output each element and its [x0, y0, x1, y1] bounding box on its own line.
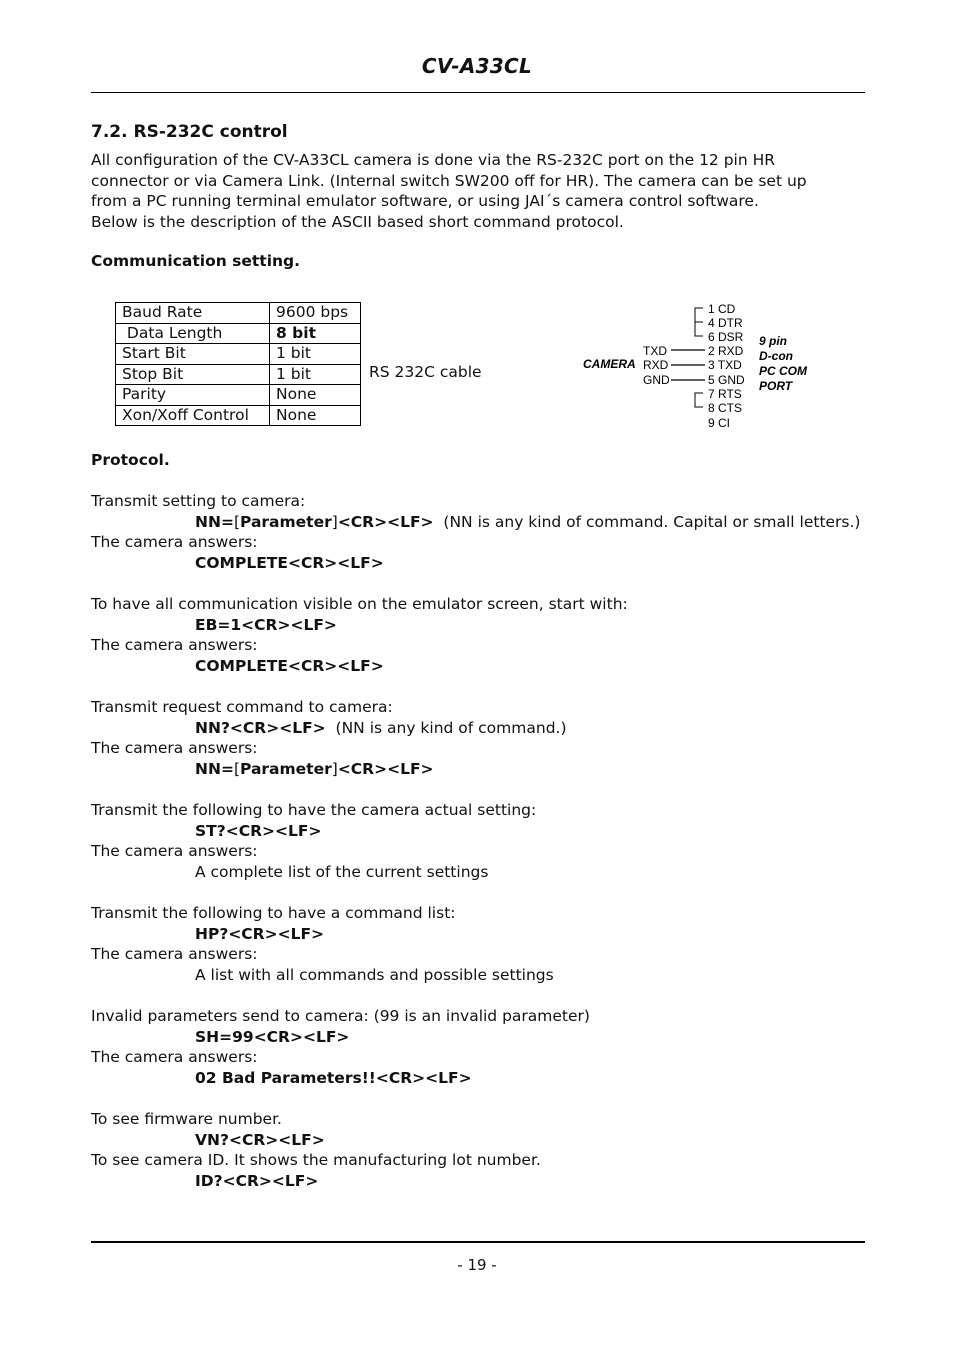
- diagram-connector-label: PORT: [759, 379, 793, 393]
- intro-line: All configuration of the CV-A33CL camera is done via the RS-232C port on the 12 pin HR: [91, 151, 776, 169]
- diagram-pin: 4 DTR: [708, 316, 743, 330]
- bracket: ]: [331, 759, 338, 778]
- protocol-text: To have all communication visible on the emulator screen, start with:: [91, 595, 628, 614]
- setting-label: Baud Rate: [116, 303, 270, 324]
- command-line: [91, 512, 891, 533]
- section-title: 7.2. RS-232C control: [91, 122, 288, 142]
- communication-heading: Communication setting.: [91, 252, 301, 270]
- command-line: HP?<CR><LF>: [195, 924, 325, 943]
- protocol-heading: Protocol.: [91, 451, 170, 469]
- setting-value: 1 bit: [270, 364, 361, 385]
- diagram-connector-label: D-con: [759, 349, 793, 363]
- protocol-section: [91, 450, 891, 1191]
- command-note: (NN is any kind of command. Capital or small letters.): [443, 512, 861, 531]
- protocol-text: Transmit setting to camera:: [91, 492, 306, 511]
- command-line: VN?<CR><LF>: [195, 1130, 325, 1149]
- diagram-pin: 2 RXD: [708, 344, 744, 358]
- bracket: [: [233, 759, 240, 778]
- command-line: [91, 718, 891, 739]
- command-note: (NN is any kind of command.): [335, 718, 567, 737]
- intro-line: Below is the description of the ASCII based short command protocol.: [91, 212, 624, 231]
- command-prefix: NN=: [195, 759, 234, 778]
- table-row: [116, 385, 361, 406]
- cable-label: RS 232C cable: [369, 363, 482, 381]
- loopback-rts-cts: [695, 393, 703, 407]
- diagram-pin: 8 CTS: [708, 401, 743, 415]
- protocol-text: Transmit request command to camera:: [91, 698, 393, 717]
- protocol-text: The camera answers:: [91, 945, 258, 964]
- bracket: ]: [331, 512, 338, 531]
- diagram-pin: 3 TXD: [708, 358, 742, 372]
- diagram-pin: 7 RTS: [708, 387, 742, 401]
- diagram-pin: 5 GND: [708, 373, 745, 387]
- diagram-camera-pin: GND: [643, 373, 670, 387]
- command-line: EB=1<CR><LF>: [195, 615, 337, 634]
- table-row: [116, 303, 361, 324]
- setting-label: Stop Bit: [116, 364, 270, 385]
- communication-settings-table: [115, 302, 361, 426]
- rs232-pin-diagram: [575, 298, 815, 438]
- table-row: [116, 364, 361, 385]
- diagram-pin: 9 CI: [708, 416, 731, 430]
- parameter-placeholder: Parameter: [240, 512, 332, 531]
- setting-value: None: [270, 405, 361, 426]
- setting-label: Parity: [116, 385, 270, 406]
- intro-line: connector or via Camera Link. (Internal switch SW200 off for HR). The camera can be set up: [91, 171, 807, 190]
- protocol-text: The camera answers:: [91, 636, 258, 655]
- command-line: SH=99<CR><LF>: [195, 1027, 350, 1046]
- intro-paragraph: [91, 150, 851, 232]
- command-response: A complete list of the current settings: [195, 862, 489, 881]
- document-title: CV-A33CL: [421, 54, 533, 78]
- crlf: <CR><LF>: [337, 759, 434, 778]
- header-rule: [91, 92, 865, 93]
- loopback-cd-dtr: [695, 308, 703, 322]
- diagram-camera-pin: TXD: [643, 344, 667, 358]
- command-response: COMPLETE<CR><LF>: [195, 656, 384, 675]
- protocol-text: The camera answers:: [91, 1048, 258, 1067]
- command-response: COMPLETE<CR><LF>: [195, 553, 384, 572]
- setting-value: 1 bit: [270, 344, 361, 365]
- intro-line: from a PC running terminal emulator software, or using JAI´s camera control software.: [91, 192, 759, 211]
- command-prefix: NN=: [195, 512, 234, 531]
- diagram-connector-label: 9 pin: [759, 334, 788, 348]
- footer-rule: [91, 1241, 865, 1243]
- setting-label: Xon/Xoff Control: [116, 405, 270, 426]
- parameter-placeholder: Parameter: [240, 759, 332, 778]
- protocol-text: The camera answers:: [91, 533, 258, 552]
- command-response: 02 Bad Parameters!!<CR><LF>: [195, 1068, 472, 1087]
- setting-value: 9600 bps: [270, 303, 361, 324]
- protocol-text: To see camera ID. It shows the manufacturing lot number.: [91, 1151, 541, 1170]
- diagram-connector-label: PC COM: [759, 364, 807, 378]
- table-row: [116, 323, 361, 344]
- protocol-text: Transmit the following to have a command list:: [91, 904, 456, 923]
- diagram-pin: 6 DSR: [708, 330, 744, 344]
- bracket: [: [233, 512, 240, 531]
- loopback-dtr-dsr: [695, 322, 703, 336]
- diagram-pin: 1 CD: [708, 302, 736, 316]
- command-response: A list with all commands and possible settings: [195, 965, 554, 984]
- diagram-camera-pin: RXD: [643, 358, 669, 372]
- command-line: ST?<CR><LF>: [195, 821, 322, 840]
- page-number: - 19 -: [457, 1256, 497, 1274]
- protocol-text: The camera answers:: [91, 842, 258, 861]
- setting-value: 8 bit: [270, 323, 361, 344]
- crlf: <CR><LF>: [337, 512, 434, 531]
- protocol-text: To see firmware number.: [91, 1110, 282, 1128]
- protocol-text: The camera answers:: [91, 739, 258, 758]
- protocol-text: Transmit the following to have the camera actual setting:: [91, 801, 537, 820]
- protocol-text: Invalid parameters send to camera: (99 is an invalid parameter): [91, 1007, 590, 1026]
- diagram-camera-label: CAMERA: [583, 357, 636, 371]
- table-row: [116, 405, 361, 426]
- command-response: [91, 759, 891, 780]
- table-row: [116, 344, 361, 365]
- setting-label: Start Bit: [116, 344, 270, 365]
- command-line: ID?<CR><LF>: [195, 1171, 319, 1190]
- command-text: NN?<CR><LF>: [195, 718, 326, 737]
- setting-label: Data Length: [116, 323, 270, 344]
- setting-value: None: [270, 385, 361, 406]
